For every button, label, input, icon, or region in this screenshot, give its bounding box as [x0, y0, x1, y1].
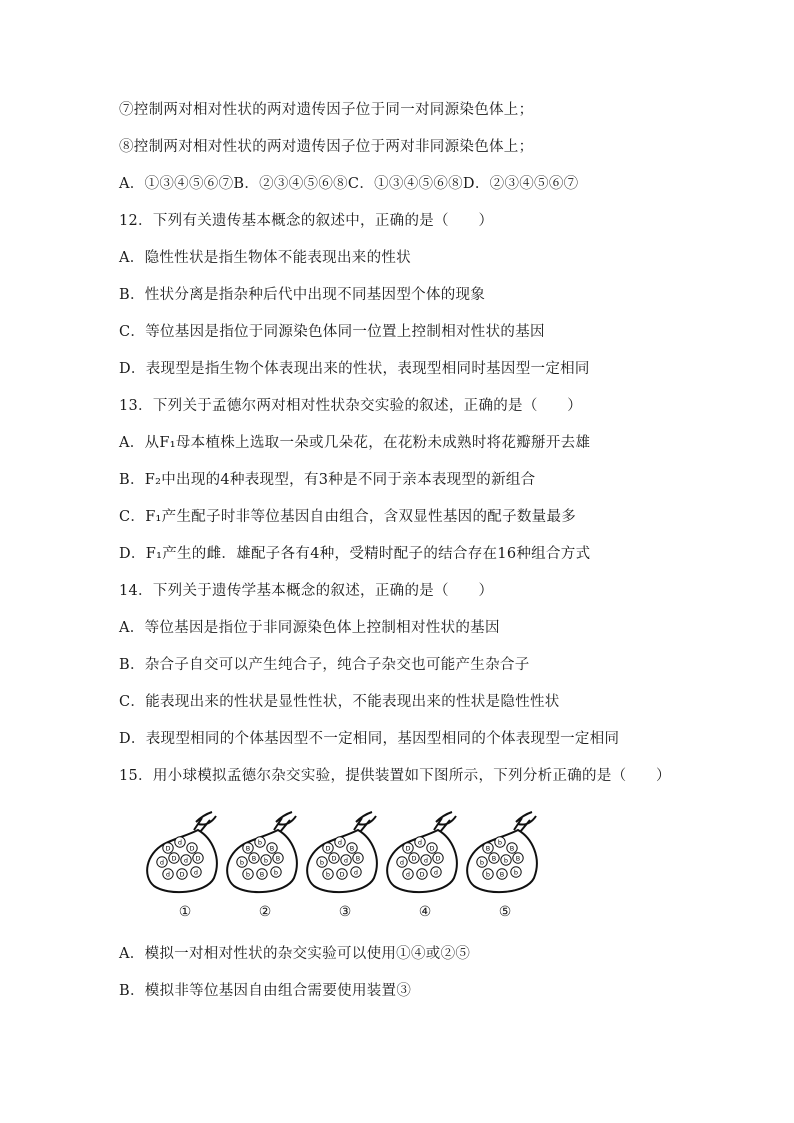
bag-number-label: ② — [258, 904, 272, 920]
bag-drawing — [140, 808, 230, 898]
text-line: 12．下列有关遗传基本概念的叙述中，正确的是（ ） — [119, 213, 494, 229]
ball-allele-label: d — [159, 858, 165, 867]
ball-bag — [220, 808, 310, 920]
ball-allele-label: D — [325, 844, 331, 853]
ball-allele-label: b — [245, 870, 251, 879]
text-line: ⑦控制两对相对性状的两对遗传因子位于同一对同源染色体上； — [119, 102, 534, 118]
bag-number-label: ③ — [338, 904, 352, 920]
ball-allele-label: B — [245, 844, 251, 853]
ball-allele-label: b — [497, 838, 503, 847]
text-line: B．性状分离是指杂种后代中出现不同基因型个体的现象 — [119, 287, 486, 303]
ball-allele-label: d — [343, 856, 349, 865]
ball-allele-label: d — [399, 858, 405, 867]
ball-allele-label: D — [339, 870, 345, 879]
ball-allele-label: D — [165, 844, 171, 853]
ball-allele-label: d — [183, 856, 189, 865]
text-line: A．①③④⑤⑥⑦B．②③④⑤⑥⑧C．①③④⑤⑥⑧D．②③④⑤⑥⑦ — [119, 176, 579, 192]
ball-allele-label: B — [485, 844, 491, 853]
ball-allele-label: B — [355, 854, 361, 863]
ball-allele-label: B — [491, 854, 497, 863]
bag-tie — [354, 812, 376, 832]
ball-allele-label: b — [263, 856, 269, 865]
bag-drawing — [300, 808, 390, 898]
ball-allele-label: B — [499, 870, 505, 879]
ball-allele-label: D — [419, 870, 425, 879]
text-line: B．杂合子自交可以产生纯合子，纯合子杂交也可能产生杂合子 — [119, 657, 530, 673]
ball-allele-label: d — [433, 868, 439, 877]
bag-tie — [274, 812, 296, 832]
ball-bag — [140, 808, 230, 920]
ball-allele-label: d — [405, 870, 411, 879]
ball-allele-label: D — [429, 844, 435, 853]
ball-allele-label: b — [485, 870, 491, 879]
bag-number-label: ① — [178, 904, 192, 920]
text-line: A．隐性性状是指生物体不能表现出来的性状 — [119, 250, 411, 266]
bag-tie — [194, 812, 216, 832]
ball-bag — [300, 808, 390, 920]
ball-allele-label: b — [319, 858, 325, 867]
text-line: C．F₁产生配子时非等位基因自由组合，含双显性基因的配子数量最多 — [119, 509, 577, 525]
ball-allele-label: B — [349, 844, 355, 853]
text-line: ⑧控制两对相对性状的两对遗传因子位于两对非同源染色体上； — [119, 139, 534, 155]
ball-bag — [460, 808, 550, 920]
ball-allele-label: B — [275, 854, 281, 863]
ball-allele-label: D — [435, 854, 441, 863]
bag-drawing — [460, 808, 550, 898]
ball-allele-label: D — [405, 844, 411, 853]
ball-allele-label: d — [353, 868, 359, 877]
ball-allele-label: d — [423, 856, 429, 865]
text-line: A．模拟一对相对性状的杂交实验可以使用①④或②⑤ — [119, 946, 471, 962]
text-line: D．表现型是指生物个体表现出来的性状，表现型相同时基因型一定相同 — [119, 361, 590, 377]
ball-allele-label: B — [269, 844, 275, 853]
text-line: 13．下列关于孟德尔两对相对性状杂交实验的叙述，正确的是（ ） — [119, 398, 583, 414]
bag-number-label: ④ — [418, 904, 432, 920]
ball-allele-label: B — [509, 844, 515, 853]
ball-allele-label: b — [503, 856, 509, 865]
ball-bag — [380, 808, 470, 920]
ball-allele-label: B — [251, 854, 257, 863]
ball-allele-label: B — [515, 854, 521, 863]
ball-allele-label: b — [479, 858, 485, 867]
ball-allele-label: b — [513, 868, 519, 877]
text-line: 15．用小球模拟孟德尔杂交实验，提供装置如下图所示，下列分析正确的是（ ） — [119, 768, 671, 784]
ball-allele-label: b — [257, 838, 263, 847]
ball-allele-label: D — [171, 854, 177, 863]
ball-allele-label: b — [273, 868, 279, 877]
bag-tie — [434, 812, 456, 832]
ball-allele-label: D — [411, 854, 417, 863]
text-line: A．等位基因是指位于非同源染色体上控制相对性状的基因 — [119, 620, 500, 636]
ball-allele-label: D — [179, 870, 185, 879]
ball-allele-label: d — [193, 868, 199, 877]
text-line: D．表现型相同的个体基因型不一定相同，基因型相同的个体表现型一定相同 — [119, 731, 620, 747]
ball-allele-label: d — [165, 870, 171, 879]
ball-allele-label: B — [259, 870, 265, 879]
text-line: C．等位基因是指位于同源染色体同一位置上控制相对性状的基因 — [119, 324, 545, 340]
ball-allele-label: b — [325, 870, 331, 879]
bag-drawing — [380, 808, 470, 898]
ball-allele-label: d — [177, 838, 183, 847]
ball-allele-label: b — [239, 858, 245, 867]
text-line: A．从F₁母本植株上选取一朵或几朵花，在花粉未成熟时将花瓣掰开去雄 — [119, 435, 591, 451]
ball-bags-figure — [140, 808, 560, 923]
ball-allele-label: D — [331, 854, 337, 863]
text-line: 14．下列关于遗传学基本概念的叙述，正确的是（ ） — [119, 583, 494, 599]
bag-drawing — [220, 808, 310, 898]
text-line: C．能表现出来的性状是显性性状，不能表现出来的性状是隐性性状 — [119, 694, 560, 710]
bag-number-label: ⑤ — [498, 904, 512, 920]
ball-allele-label: D — [195, 854, 201, 863]
text-line: B．F₂中出现的4种表现型，有3种是不同于亲本表现型的新组合 — [119, 472, 536, 488]
text-line: B．模拟非等位基因自由组合需要使用装置③ — [119, 983, 412, 999]
text-line: D．F₁产生的雌．雄配子各有4种，受精时配子的结合存在16种组合方式 — [119, 546, 591, 562]
bag-tie — [514, 812, 536, 832]
ball-allele-label: d — [417, 838, 423, 847]
ball-allele-label: d — [337, 838, 343, 847]
ball-allele-label: D — [189, 844, 195, 853]
